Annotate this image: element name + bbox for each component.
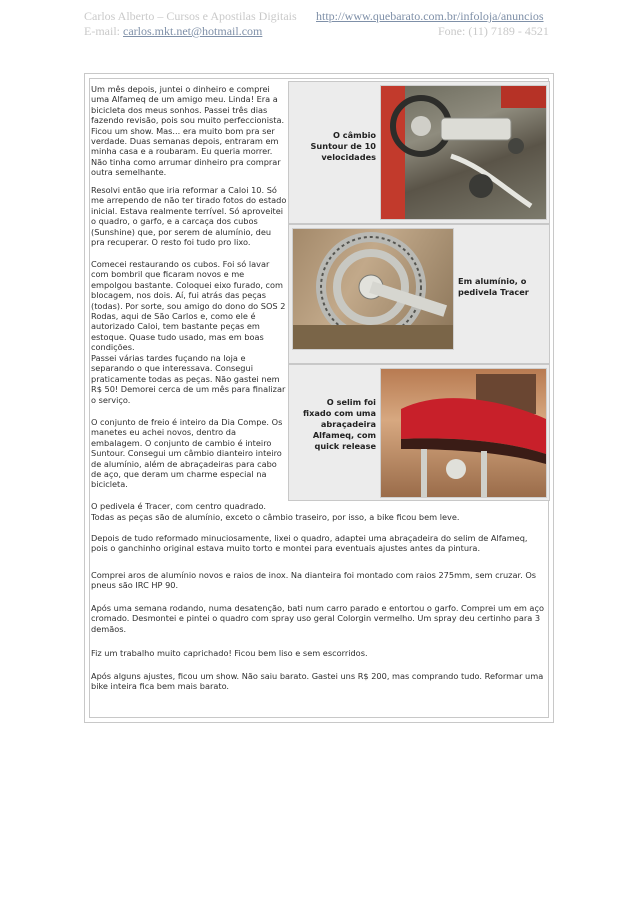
paragraph-5: O conjunto de freio é inteiro da Dia Compe. Os manetes eu achei novos, dentro da embalagem. O conjunto de cambio é inteiro Suntour. Consegui um câmbio dianteiro inteiro de alumínio, além de abraçadeiras para cabo de aço, que deram um charme especial na bicicleta. xyxy=(91,417,283,490)
paragraph-3: Comecei restaurando os cubos. Foi só lavar com bombril que ficaram novos e me empolgou bastante. Coloquei eixo furado, com blocagem, nos dois. Aí, fui atrás das peças (todas). Por sorte, sou amigo do dono do SOS 2 Rodas, aqui de São Carlos e, como ele é autorizado Caloi, tem bastante peças em estoque. Quase tudo usado, mas em boas condições. xyxy=(91,259,286,353)
paragraph-9: Após uma semana rodando, numa desatenção, bati num carro parado e entortou o garfo. Comprei um em aço cromado. Desmontei e pintei o quadro com spray uso geral Colorgin vermelho. Um spray deu certinho para 3 demãos. xyxy=(91,603,544,634)
paragraph-2: Resolvi então que iria reformar a Caloi 10. Só me arrependo de não ter tirado fotos do estado inicial. Estava realmente terrível. Só aproveitei o quadro, o garfo, e a carcaça dos cubos (Sunshine) que, por serem de alumínio, deu pra recuperar. O resto foi tudo pro lixo. xyxy=(91,185,287,248)
derailleur-photo xyxy=(380,85,547,220)
caption-2: Em alumínio, o pedivela Tracer xyxy=(458,276,529,297)
header-left-line1: Carlos Alberto – Cursos e Apostilas Digitais xyxy=(84,9,297,23)
header-phone: Fone: (11) 7189 - 4521 xyxy=(438,24,549,38)
paragraph-6b: Todas as peças são de alumínio, exceto o câmbio traseiro, por isso, a bike ficou bem leve. xyxy=(91,512,460,522)
paragraph-11: Após alguns ajustes, ficou um show. Não saiu barato. Gastei uns R$ 200, mas comprando tudo. Reformar uma bike inteira fica bem mais barato. xyxy=(91,671,544,692)
caption-1: O câmbio Suntour de 10 velocidades xyxy=(310,130,376,162)
paragraph-1: Um mês depois, juntei o dinheiro e comprei uma Alfameq de um amigo meu. Linda! Era a bicicleta dos meus sonhos. Passei três dias fazendo revisão, pois sou muito perfeccionista. Ficou um show. Mas... era muito bom pra ser verdade. Duas semanas depois, entraram em minha casa e a roubaram. Eu queria morrer. Não tinha como arrumar dinheiro pra comprar outra semelhante. xyxy=(91,84,285,178)
paragraph-4: Passei várias tardes fuçando na loja e separando o que interessava. Consegui praticamente todas as peças. Não gastei nem R$ 50! Demorei cerca de um mês para finalizar o serviço. xyxy=(91,353,286,405)
paragraph-10: Fiz um trabalho muito caprichado! Ficou bem liso e sem escorridos. xyxy=(91,648,368,658)
saddle-illustration xyxy=(381,369,546,497)
store-url-link[interactable]: http://www.quebarato.com.br/infoloja/anuncios xyxy=(316,9,544,23)
paragraph-6a: O pedivela é Tracer, com centro quadrado. xyxy=(91,501,266,511)
paragraph-7: Depois de tudo reformado minuciosamente, lixei o quadro, adaptei uma abraçadeira do selim de Alfameq, pois o ganchinho original estava muito torto e montei para eventuais ajustes antes da pintura. xyxy=(91,533,528,554)
email-link[interactable]: carlos.mkt.net@hotmail.com xyxy=(123,24,263,38)
paragraph-8: Comprei aros de alumínio novos e raios de inox. Na dianteira foi montado com raios 275mm, sem cruzar. Os pneus são IRC HP 90. xyxy=(91,570,537,591)
caption-3: O selim foi fixado com uma abraçadeira Alfameq, com quick release xyxy=(303,397,376,451)
saddle-photo xyxy=(380,368,547,498)
header-url-line xyxy=(316,9,544,24)
derailleur-illustration xyxy=(381,86,546,219)
header-email-line xyxy=(84,24,262,39)
crankset-illustration xyxy=(293,229,453,349)
email-label: E-mail: xyxy=(84,24,123,38)
crankset-photo xyxy=(292,228,454,350)
